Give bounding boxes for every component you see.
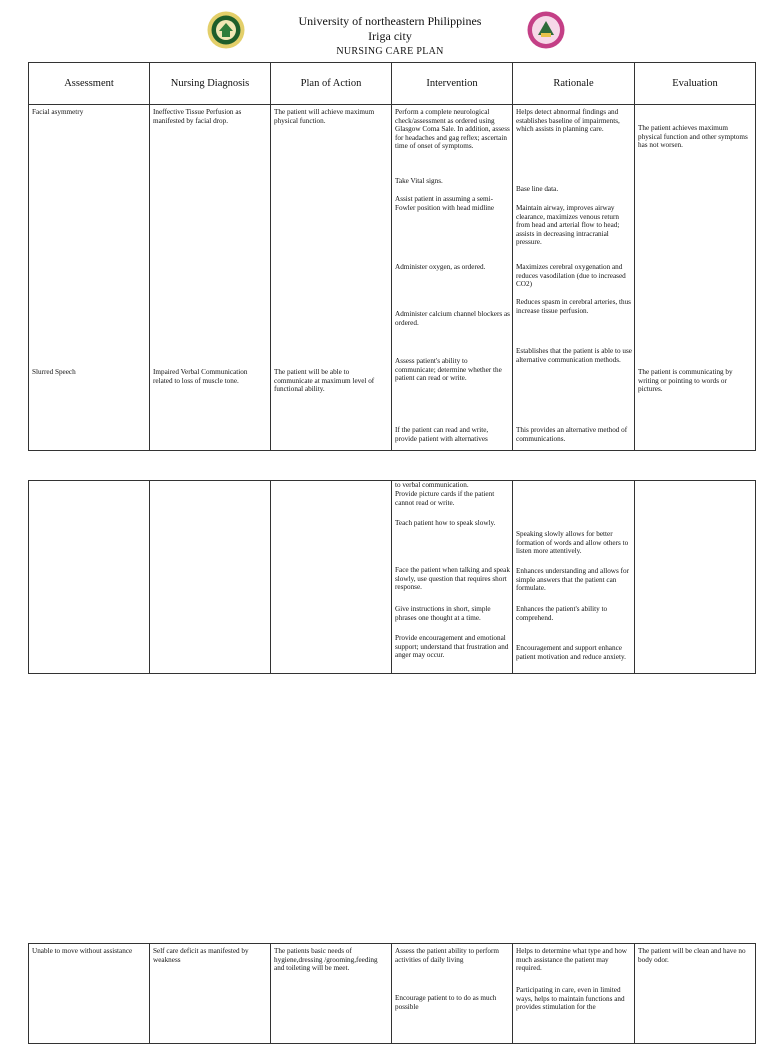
plan-cell xyxy=(271,944,392,1044)
intervention-entry: Face the patient when talking and speak slowly, use question that requires short response. xyxy=(395,566,510,592)
intervention-entry: Perform a complete neurological check/assessment as ordered using Glasgow Coma Sale. In addition, assess for headaches and gag reflex; ascertain time of onset of symptoms. xyxy=(395,108,510,151)
plan-cell xyxy=(271,105,392,451)
diagnosis-cell xyxy=(150,944,271,1044)
column-header-plan-of-action: Plan of Action xyxy=(271,63,392,105)
intervention-entry: If the patient can read and write, provide patient with alternatives xyxy=(395,426,489,443)
care-plan-table-3 xyxy=(28,943,756,1044)
assessment-cell xyxy=(29,944,150,1044)
college-seal-icon xyxy=(527,11,565,49)
rationale-entry: Enhances understanding and allows for simple answers that the patient can formulate. xyxy=(516,567,629,593)
rationale-entry: Base line data. xyxy=(516,185,559,193)
rationale-cell xyxy=(513,481,635,674)
rationale-entry: Maximizes cerebral oxygenation and reduces vasodilation (due to increased CO2) xyxy=(516,263,626,289)
intervention-entry: Assist patient in assuming a semi-Fowler position with head midline xyxy=(395,195,495,212)
assessment-cell xyxy=(29,481,150,674)
assessment-cell xyxy=(29,105,150,451)
intervention-cell xyxy=(392,481,513,674)
column-header-rationale: Rationale xyxy=(513,63,635,105)
rationale-entry: This provides an alternative method of communications. xyxy=(516,426,628,443)
plan-entry: The patient will achieve maximum physical function. xyxy=(274,108,375,125)
diagnosis-entry: Self care deficit as manifested by weakness xyxy=(153,947,249,964)
university-seal-icon xyxy=(207,11,245,49)
plan-entry: The patients basic needs of hygiene,dressing /grooming,feeding and toileting will be meet. xyxy=(274,947,378,973)
evaluation-cell xyxy=(635,481,756,674)
intervention-entry: Assess the patient ability to perform activities of daily living xyxy=(395,947,499,964)
rationale-cell xyxy=(513,105,635,451)
intervention-entry: Provide picture cards if the patient cannot read or write. xyxy=(395,490,495,507)
assessment-entry: Slurred Speech xyxy=(32,368,76,376)
intervention-entry: Take Vital signs. xyxy=(395,177,443,185)
university-name: University of northeastern Philippines xyxy=(298,14,482,28)
intervention-cell xyxy=(392,944,513,1044)
evaluation-entry: The patient will be clean and have no body odor. xyxy=(638,947,746,964)
evaluation-entry: The patient achieves maximum physical function and other symptoms has not worsen. xyxy=(638,124,748,150)
plan-entry: The patient will be able to communicate at maximum level of functional ability. xyxy=(274,368,375,394)
rationale-entry: Participating in care, even in limited ways, helps to maintain functions and provides stimulation for the xyxy=(516,986,625,1012)
plan-cell xyxy=(271,481,392,674)
intervention-entry: Provide encouragement and emotional support; understand that frustration and anger may occur. xyxy=(395,634,509,660)
intervention-entry: Encourage patient to to do as much possible xyxy=(395,994,497,1011)
evaluation-entry: The patient is communicating by writing or pointing to words or pictures. xyxy=(638,368,733,394)
document-title: NURSING CARE PLAN xyxy=(336,46,444,57)
column-header-assessment: Assessment xyxy=(29,63,150,105)
evaluation-cell xyxy=(635,944,756,1044)
rationale-entry: Reduces spasm in cerebral arteries, thus increase tissue perfusion. xyxy=(516,298,631,315)
intervention-entry: Assess patient's ability to communicate; determine whether the patient can read or write. xyxy=(395,357,502,383)
care-plan-table-1 xyxy=(28,62,756,451)
rationale-entry: Helps to determine what type and how much assistance the patient may required. xyxy=(516,947,627,973)
diagnosis-entry: Ineffective Tissue Perfusion as manifested by facial drop. xyxy=(153,108,242,125)
intervention-cell xyxy=(392,105,513,451)
city-name: Iriga city xyxy=(368,29,412,43)
column-header-nursing-diagnosis: Nursing Diagnosis xyxy=(150,63,271,105)
intervention-entry: to verbal communication. xyxy=(395,481,469,489)
intervention-entry: Teach patient how to speak slowly. xyxy=(395,519,496,527)
rationale-entry: Maintain airway, improves airway clearance, maximizes venous return from head and arterial flow to head; assists in decreasing intracranial pressure. xyxy=(516,204,620,247)
rationale-entry: Encouragement and support enhance patient motivation and reduce anxiety. xyxy=(516,644,626,661)
rationale-cell xyxy=(513,944,635,1044)
assessment-entry: Facial asymmetry xyxy=(32,108,84,116)
diagnosis-cell xyxy=(150,105,271,451)
intervention-entry: Give instructions in short, simple phrases one thought at a time. xyxy=(395,605,491,622)
document-header xyxy=(0,0,768,62)
rationale-entry: Establishes that the patient is able to use alternative communication methods. xyxy=(516,347,632,364)
rationale-entry: Speaking slowly allows for better formation of words and allow others to listen more attentively. xyxy=(516,530,629,556)
evaluation-cell xyxy=(635,105,756,451)
care-plan-table-2 xyxy=(28,480,756,674)
column-header-evaluation: Evaluation xyxy=(635,63,756,105)
column-header-intervention: Intervention xyxy=(392,63,513,105)
rationale-entry: Enhances the patient's ability to comprehend. xyxy=(516,605,608,622)
diagnosis-entry: Impaired Verbal Communication related to loss of muscle tone. xyxy=(153,368,248,385)
intervention-entry: Administer calcium channel blockers as ordered. xyxy=(395,310,510,327)
rationale-entry: Helps detect abnormal findings and establishes baseline of impairments, which assists in planning care. xyxy=(516,108,620,134)
intervention-entry: Administer oxygen, as ordered. xyxy=(395,263,486,271)
assessment-entry: Unable to move without assistance xyxy=(32,947,133,955)
diagnosis-cell xyxy=(150,481,271,674)
